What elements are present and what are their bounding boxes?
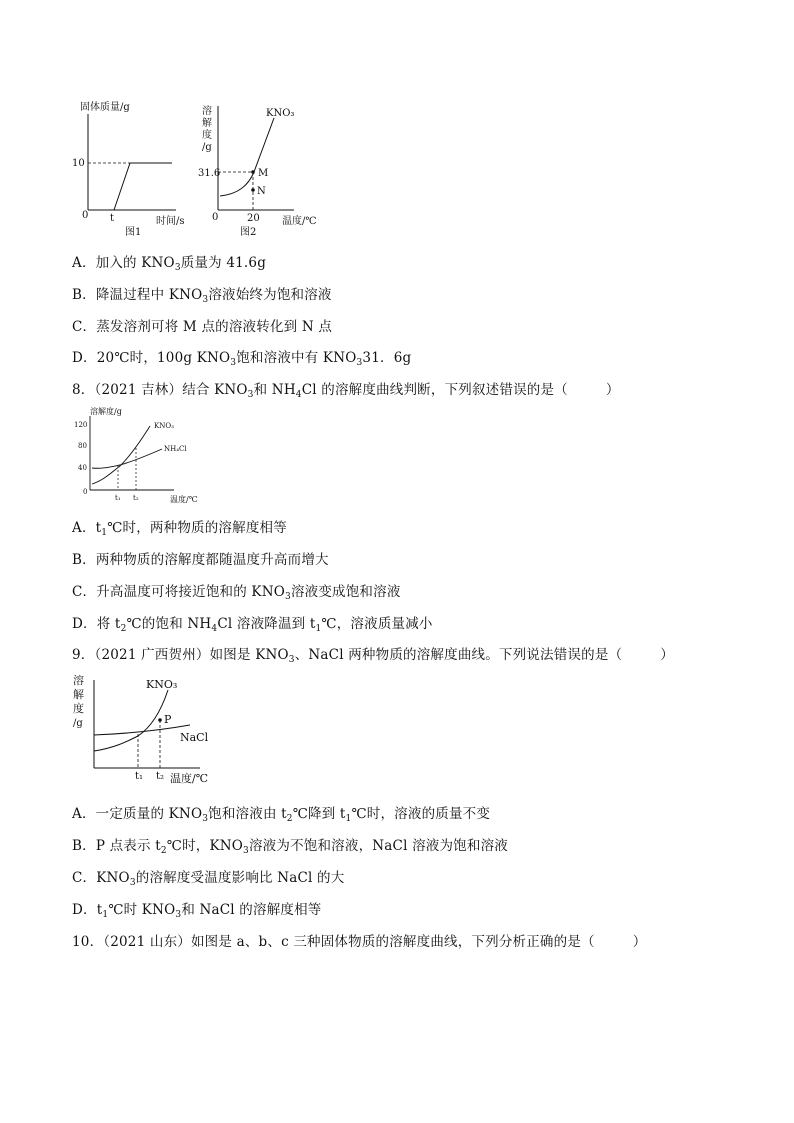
figure2-ytick: 31.6: [198, 168, 221, 179]
figure-1-chart: [68, 98, 188, 238]
q7-option-a: A．加入的 $KNO_3$质量为 41.6g: [72, 255, 267, 273]
figure2-ylabel-2: 解: [202, 118, 212, 129]
q7-option-c: C．蒸发溶剂可将 M 点的溶液转化到 N 点: [72, 319, 333, 335]
q8-option-a: A．$t_1℃$时，两种物质的溶解度相等: [72, 520, 287, 538]
figure1-ytick: 10: [72, 158, 85, 169]
q9-option-b: B．P 点表示 $t_2℃$时，$KNO_3$溶液为不饱和溶液，NaCl 溶液为饱和溶液: [72, 838, 508, 856]
figure2-label-n: N: [257, 186, 266, 197]
q9-chart: [70, 672, 220, 790]
q8-kno3-curve: [92, 426, 150, 484]
figure2-origin: 0: [212, 212, 219, 223]
q9-kno3-curve: [94, 690, 168, 751]
figure1-ylabel: 固体质量/g: [80, 102, 130, 113]
q9-xtick-t2: t₂: [156, 771, 165, 782]
q8-ylabel: 溶解度/g: [90, 407, 122, 416]
figure2-ylabel-1: 溶: [202, 106, 212, 117]
q8-option-c: C．升高温度可将接近饱和的 $KNO_3$溶液变成饱和溶液: [72, 584, 401, 602]
figure2-caption: 图2: [240, 227, 257, 238]
figure2-ylabel-4: /g: [202, 142, 212, 153]
q9-option-d: D．$t_1℃$时 $KNO_3$和 NaCl 的溶解度相等: [72, 902, 322, 920]
figure2-xlabel: 温度/℃: [282, 216, 317, 227]
q8-xlabel: 温度/℃: [170, 495, 198, 504]
q9-ylabel-3: 度: [73, 702, 84, 715]
q8-ytick-80: 80: [78, 442, 87, 450]
figure1-xlabel: 时间/s: [156, 216, 185, 227]
q8-stem: 8．（2021 吉林）结合 $KNO_3$和 $NH_4Cl$ 的溶解度曲线判断，下列叙述错误的是（ ）: [72, 382, 620, 400]
q7-option-d: D．20℃时，100g $KNO_3$饱和溶液中有 $KNO_331$．6g: [72, 350, 412, 368]
q8-ytick-0: 0: [83, 488, 88, 496]
q9-xlabel: 温度/℃: [170, 772, 209, 785]
q8-chart: [70, 404, 210, 508]
figure-2-chart: [196, 100, 330, 238]
q8-label-kno3: KNO₃: [154, 422, 174, 430]
figure2-xtick: 20: [247, 213, 260, 224]
figure1-caption: 图1: [125, 227, 142, 238]
q8-option-d: D．将 $t_2℃$的饱和 $NH_4Cl$ 溶液降温到 $t_1℃$，溶液质量减小: [72, 616, 433, 634]
q8-option-b: B．两种物质的溶解度都随温度升高而增大: [72, 552, 329, 568]
q9-stem: 9．（2021 广西贺州）如图是 $KNO_3$、NaCl 两种物质的溶解度曲线。下列说法错误的是（ ）: [72, 647, 674, 665]
figure2-ylabel-3: 度: [202, 130, 212, 141]
q8-xtick-t1: t₁: [115, 494, 121, 502]
figure1-origin: 0: [82, 210, 89, 221]
q9-label-nacl: NaCl: [180, 731, 209, 744]
figure2-point-n: [251, 188, 255, 192]
q8-ytick-40: 40: [78, 464, 87, 472]
q9-xtick-t1: t₁: [135, 771, 144, 782]
q9-ylabel-2: 解: [73, 688, 84, 701]
figure1-mass-line: [114, 163, 172, 210]
figure2-kno3-curve: [220, 118, 274, 196]
figure2-label-m: M: [258, 168, 269, 179]
q7-option-b: B．降温过程中 $KNO_3$溶液始终为饱和溶液: [72, 287, 332, 305]
q8-ytick-120: 120: [74, 421, 88, 429]
q9-option-a: A．一定质量的 $KNO_3$饱和溶液由 $t_2℃$降到 $t_1℃$时，溶液的质量不变: [72, 806, 491, 824]
q9-label-p: P: [164, 713, 172, 726]
q10-stem: 10．（2021 山东）如图是 a、b、c 三种固体物质的溶解度曲线，下列分析正确的是（ ）: [72, 934, 647, 950]
q9-label-kno3: KNO₃: [146, 678, 178, 691]
figure2-point-m: [251, 170, 255, 174]
q8-label-nh4cl: NH₄Cl: [164, 445, 187, 453]
q8-xtick-t2: t₂: [133, 494, 139, 502]
q9-ylabel-1: 溶: [73, 674, 84, 687]
figure2-series-label: KNO₃: [266, 108, 295, 119]
q9-option-c: C．$KNO_3$的溶解度受温度影响比 NaCl 的大: [72, 870, 345, 888]
q9-ylabel-4: /g: [73, 718, 83, 729]
figure1-xtick: t: [110, 213, 115, 224]
